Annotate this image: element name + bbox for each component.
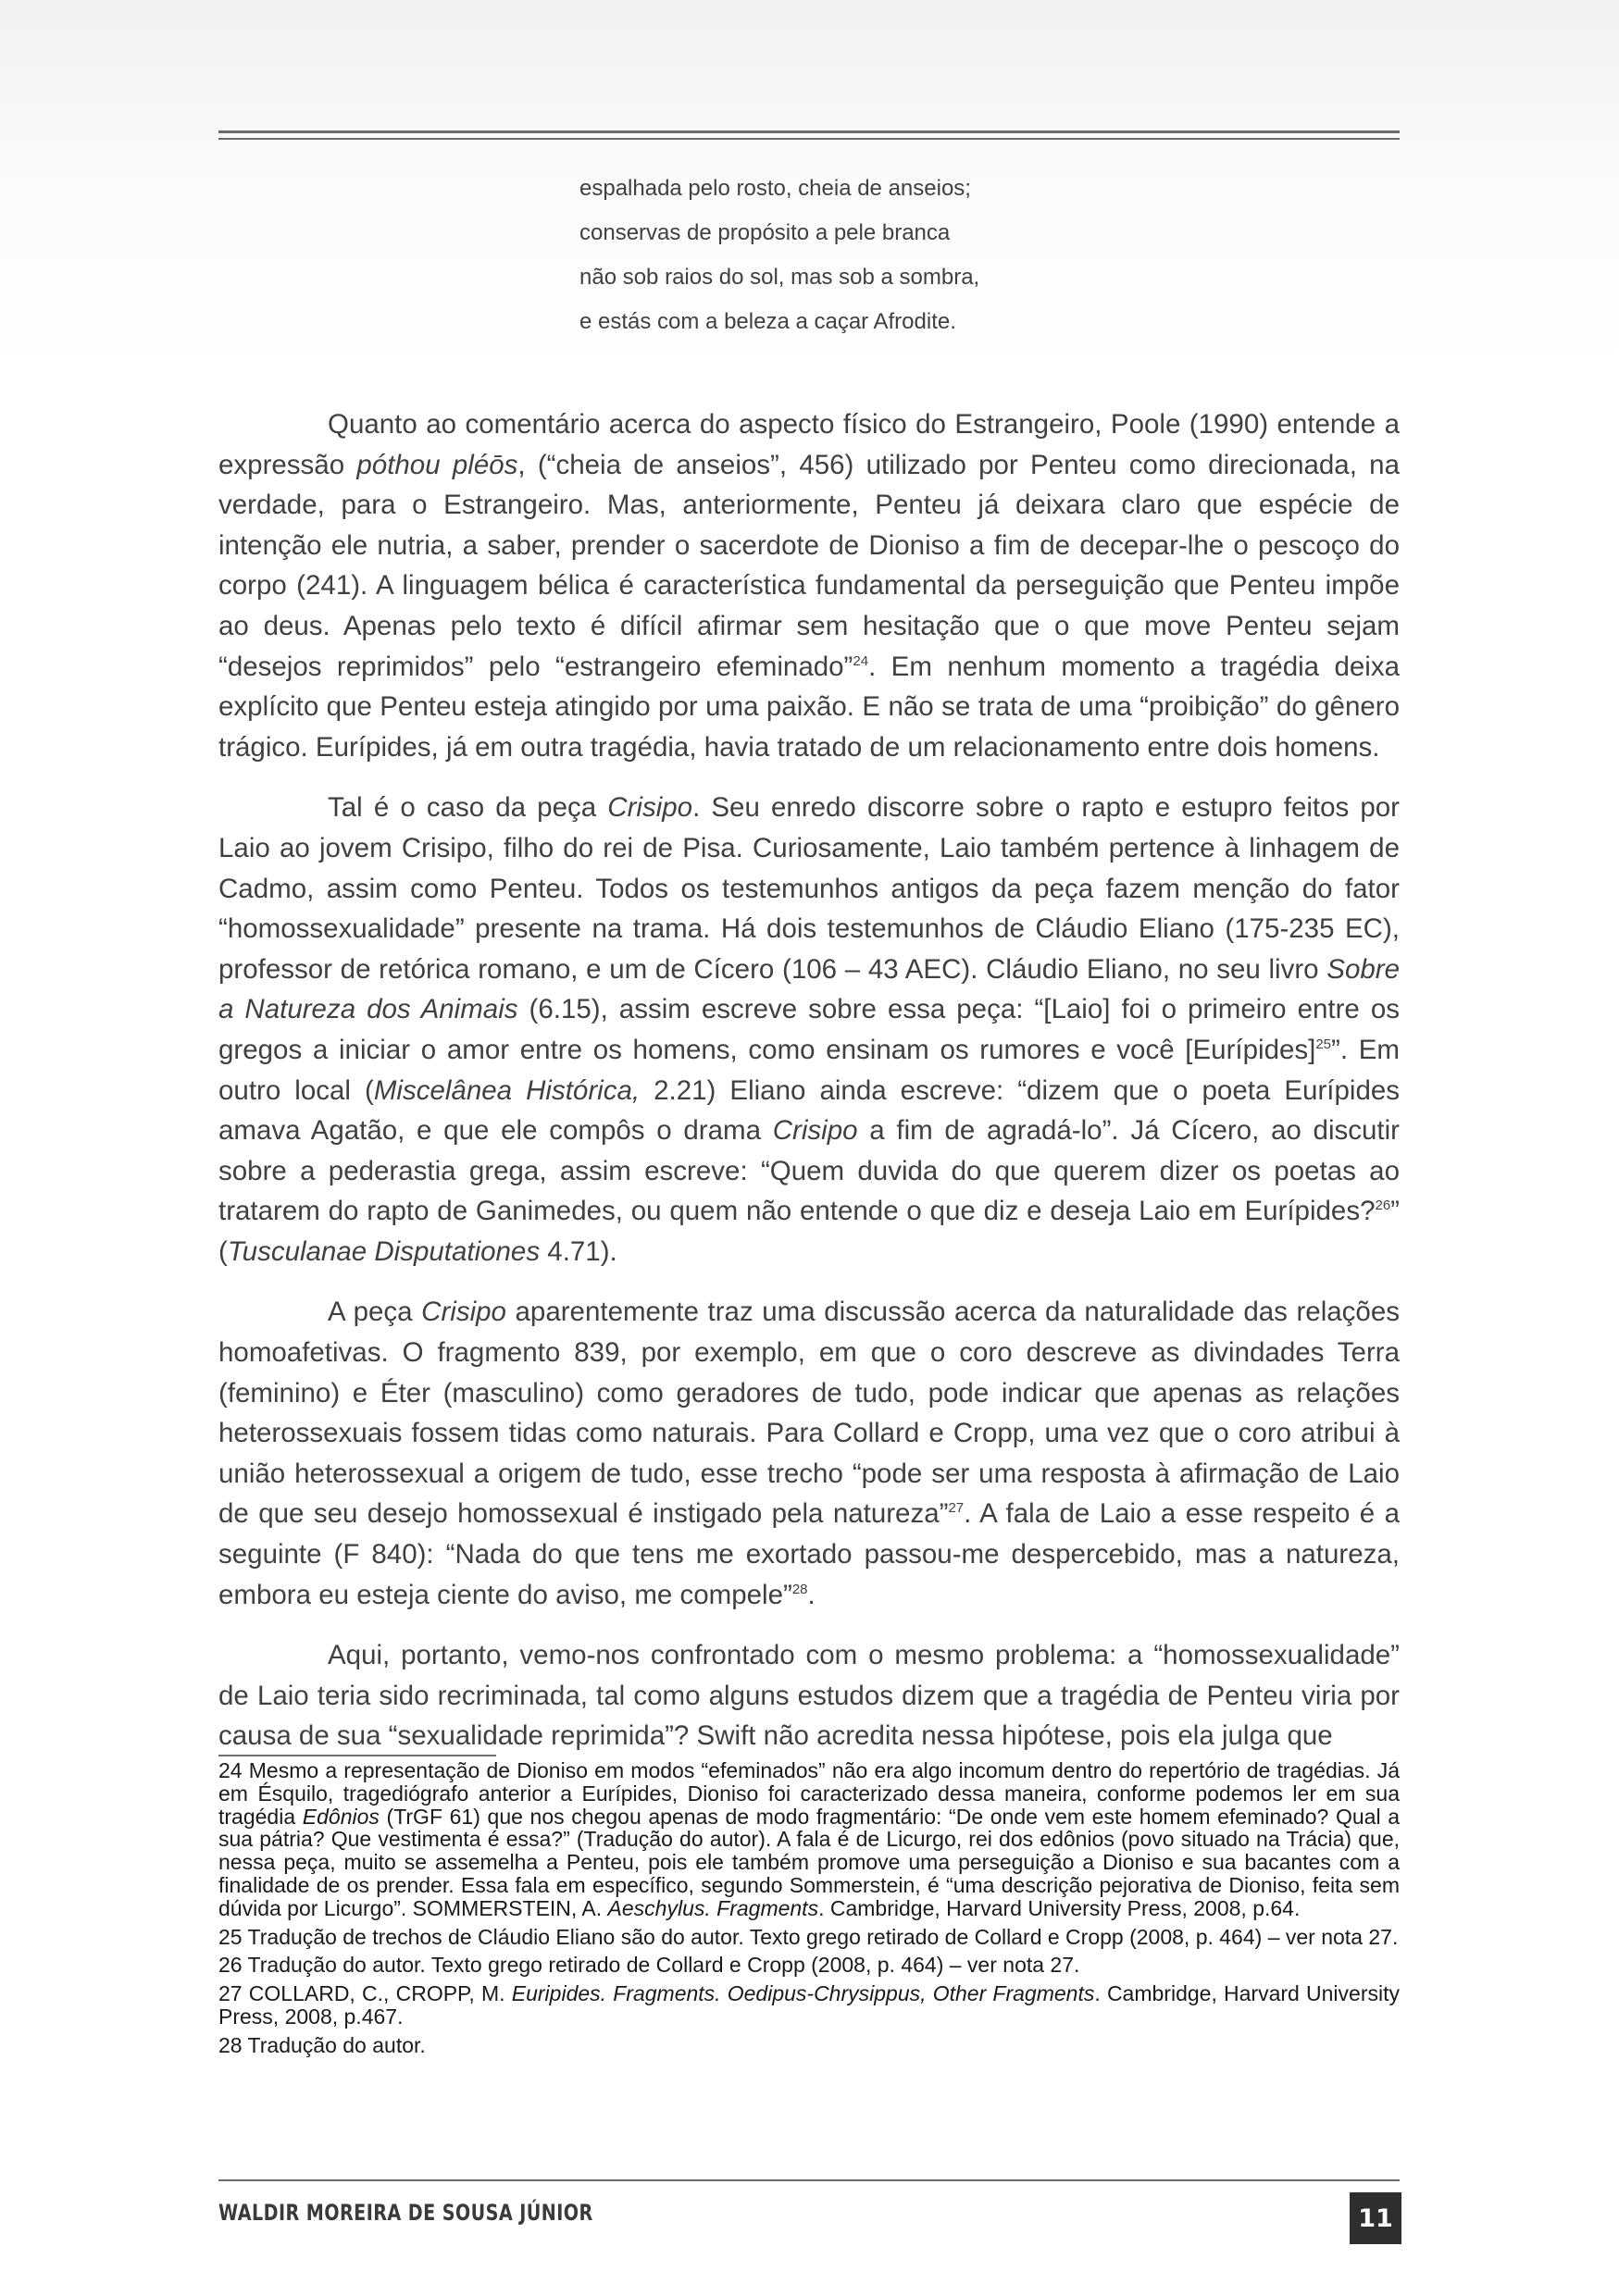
header-rule (218, 130, 1400, 133)
poem-line: e estás com a beleza a caçar Afrodite. (579, 309, 956, 334)
work-title: Crisipo (607, 792, 693, 824)
body-text (218, 404, 1400, 1777)
footer-rule (218, 2179, 1400, 2181)
footnote-25: 25 Tradução de trechos de Cláudio Eliano são do autor. Texto grego retirado de Collard e Cropp (2008, p. 464) – ver nota 27. (218, 1924, 1399, 1949)
footnote-separator (218, 1755, 496, 1756)
footnote-ref-25[interactable]: 25 (1315, 1036, 1332, 1053)
work-title: Crisipo (421, 1297, 506, 1328)
paragraph-3: A peça Crisipo aparentemente traz uma discussão acerca da naturalidade das relações homoafetivas. O fragmento 839, por exemplo, em que o coro descreve as divindades Terra (feminino) e Éter (masculino) como geradores de tudo, pode indicar que apenas as relações heterossexuais fossem tidas como naturais. Para Collard e Cropp, uma vez que o coro atribui à união heterossexual a origem de tudo, esse trecho “pode ser uma resposta à afirmação de Laio de que seu desejo homossexual é instigado pela natureza”$^{27}$. A fala de Laio a esse respeito é a seguinte (F 840): “Nada do que tens me exortado passou-me despercebido, mas a natureza, embora eu esteja ciente do aviso, me compele”$^{28}$. (218, 1297, 1400, 1610)
work-title: Miscelânea Histórica, (373, 1074, 641, 1106)
work-title: Sobre a Natureza dos Animais (218, 953, 1400, 1025)
poem-line: espalhada pelo rosto, cheia de anseios; (579, 176, 971, 201)
footnotes (218, 1759, 1400, 2057)
poem-line: não sob raios do sol, mas sob a sombra, (579, 265, 980, 290)
paragraph-4: Aqui, portanto, vemo-nos confrontado com o mesmo problema: a “homossexualidade” de Laio teria sido recriminada, tal como alguns estudos dizem que a tragédia de Penteu viria por causa de sua “sexualidade reprimida”? Swift não acredita nessa hipótese, pois ela julga que (218, 1640, 1400, 1752)
footnote-ref-24[interactable]: 24 (853, 652, 869, 669)
running-footer-author: WALDIR MOREIRA DE SOUSA JÚNIOR (218, 2200, 593, 2226)
header-rule-secondary (218, 138, 1400, 140)
page-number: 11 (1350, 2192, 1401, 2244)
paragraph-1: Quanto ao comentário acerca do aspecto físico do Estrangeiro, Poole (1990) entende a expressão póthou pléōs, (“cheia de anseios”, 456) utilizado por Penteu como direcionada, na verdade, para o Estrangeiro. Mas, anteriormente, Penteu já deixara claro que espécie de intenção ele nutria, a saber, prender o sacerdote de Dioniso a fim de decepar-lhe o pescoço do corpo (241). A linguagem bélica é característica fundamental da perseguição que Penteu impõe ao deus. Apenas pelo texto é difícil afirmar sem hesitação que o que move Penteu sejam “desejos reprimidos” pelo “estrangeiro efeminado”$^{24}$. Em nenhum momento a tragédia deixa explícito que Penteu esteja atingido por uma paixão. E não se trata de uma “proibição” do gênero trágico. Eurípides, já em outra tragédia, havia tratado de um relacionamento entre dois homens. (218, 409, 1401, 763)
footnote-27: 27 COLLARD, C., CROPP, M. Euripides. Fragments. Oedipus-Chrysippus, Other Fragments. Cambridge, Harvard University Press, 2008, p.467. (218, 1981, 1400, 2029)
greek-phrase: póthou pléōs (356, 449, 518, 480)
footnote-ref-28[interactable]: 28 (791, 1581, 808, 1597)
footnote-24: 24 Mesmo a representação de Dioniso em modos “efeminados” não era algo incomum dentro do repertório de tragédias. Já em Ésquilo, tragediógrafo anterior a Eurípides, Dioniso foi caracterizado dessa maneira, conforme podemos ler em sua tragédia Edônios (TrGF 61) que nos chegou apenas de modo fragmentário: “De onde vem este homem efeminado? Qual a sua pátria? Que vestimenta é essa?” (Tradução do autor). A fala é de Licurgo, rei dos edônios (povo situado na Trácia) que, nessa peça, muito se assemelha a Penteu, pois ele também promove uma perseguição a Dioniso e sua bacantes com a finalidade de os prender. Essa fala em específico, segundo Sommerstein, é “uma descrição pejorativa de Dioniso, feita sem dúvida por Licurgo”. SOMMERSTEIN, A. Aeschylus. Fragments. Cambridge, Harvard University Press, 2008, p.64. (218, 1758, 1400, 1920)
footnote-26: 26 Tradução do autor. Texto grego retirado de Collard e Cropp (2008, p. 464) – ver nota 27. (218, 1953, 1080, 1978)
poem-line: conservas de propósito a pele branca (579, 220, 951, 245)
footnote-ref-27[interactable]: 27 (948, 1500, 965, 1517)
paragraph-2: Tal é o caso da peça Crisipo. Seu enredo discorre sobre o rapto e estupro feitos por Laio ao jovem Crisipo, filho do rei de Pisa. Curiosamente, Laio também pertence à linhagem de Cadmo, assim como Penteu. Todos os testemunhos antigos da peça fazem menção do fator “homossexualidade” presente na trama. Há dois testemunhos de Cláudio Eliano (175-235 EC), professor de retórica romano, e um de Cícero (106 – 43 AEC). Cláudio Eliano, no seu livro Sobre a Natureza dos Animais (6.15), assim escreve sobre essa peça: “[Laio] foi o primeiro entre os gregos a iniciar o amor entre os homens, como ensinam os rumores e você [Eurípides]$^{25}$”. Em outro local (Miscelânea Histórica, 2.21) Eliano ainda escreve: “dizem que o poeta Eurípides amava Agatão, e que ele compôs o drama Crisipo a fim de agradá-lo”. Já Cícero, ao discutir sobre a pederastia grega, assim escreve: “Quem duvida do que querem dizer os poetas ao tratarem do rapto de Ganimedes, ou quem não entende o que diz e deseja Laio em Eurípides?$^{26}$” (Tusculanae Disputationes 4.71). (218, 792, 1401, 1267)
work-title: Tusculanae Disputationes (227, 1235, 541, 1267)
work-title: Crisipo (772, 1115, 858, 1147)
footnote-28: 28 Tradução do autor. (218, 2032, 426, 2057)
poem-quote (579, 167, 1227, 344)
footnote-ref-26[interactable]: 26 (1375, 1198, 1391, 1214)
